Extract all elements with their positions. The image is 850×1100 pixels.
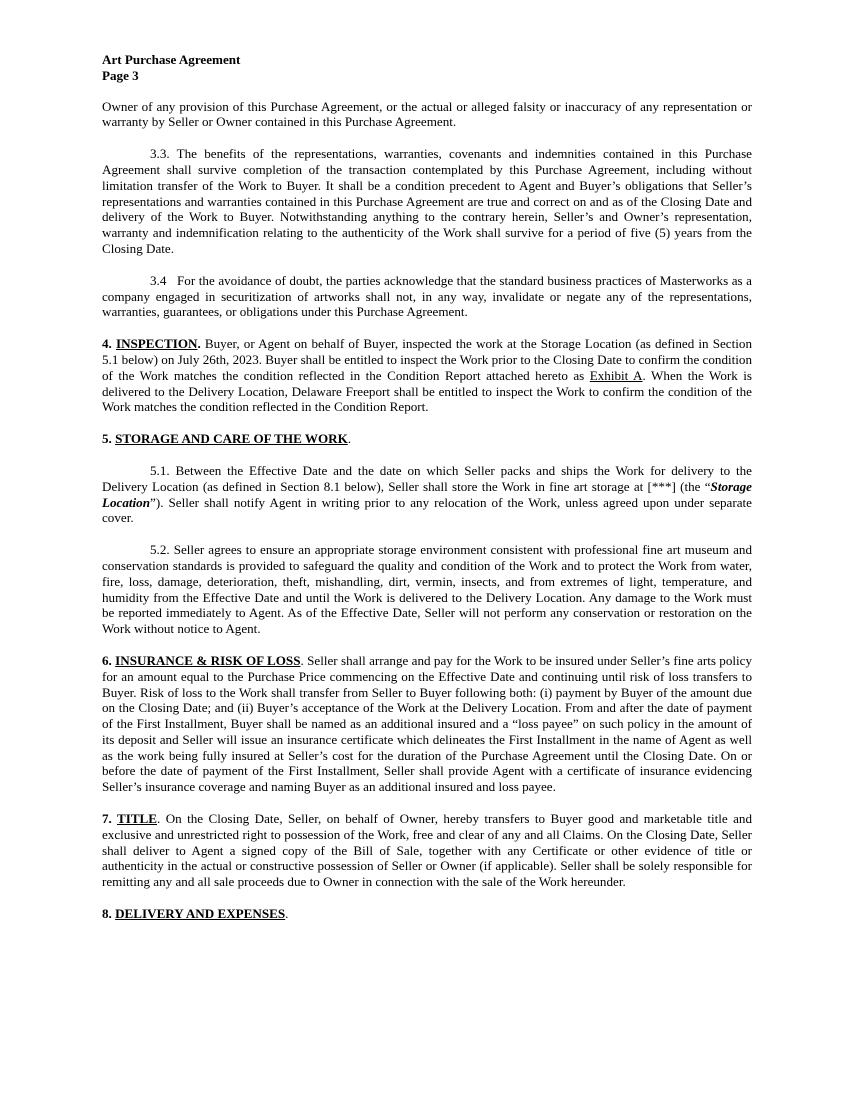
- section-heading: TITLE: [116, 811, 158, 827]
- defined-term-storage-location: Storage Location: [102, 478, 752, 510]
- section-text: Buyer, or Agent on behalf of Buyer, inspected the work at the Storage Location (as defined in Section 5.1 below) on July 26th, 2023. Buyer shall be entitled to inspect the Work prior to the Closing Date to confirm the condition of the Work matches the condition reflected in the Condition Report attached hereto as: [102, 336, 753, 383]
- paragraph-3-4: 3.4 For the avoidance of doubt, the parties acknowledge that the standard business practices of Masterworks as a company engaged in securitization of artworks shall not, in any way, invalidate or negate any of the representations, warranties, guarantees, or obligations under this Purchase Agreement.: [102, 272, 756, 320]
- section-text: . When the Work is delivered to the Delivery Location, Delaware Freeport shall be entitled to inspect the Work to confirm the condition of the Work matches the condition reflected in the Condition Report.: [102, 367, 753, 415]
- section-heading: STORAGE AND CARE OF THE WORK: [115, 431, 348, 447]
- section-text: 5.1. Between the Effective Date and the date on which Seller packs and ships the Work for delivery to the Delivery Location (as defined in Section 8.1 below), Seller shall store the Work in fine art storage at [***] (the “: [102, 462, 752, 494]
- section-number: 6.: [102, 652, 116, 668]
- exhibit-a-reference: Exhibit A: [589, 367, 643, 383]
- section-heading: DELIVERY AND EXPENSES: [115, 906, 286, 922]
- document-page: [102, 52, 756, 938]
- document-title: Art Purchase Agreement: [102, 52, 241, 67]
- section-6-insurance: [102, 653, 752, 795]
- section-heading: INSURANCE & RISK OF LOSS: [115, 652, 301, 668]
- page-number: Page 3: [102, 67, 139, 83]
- section-text: . On the Closing Date, Seller, on behalf of Owner, hereby transfers to Buyer good and marketable title and exclusive and unrestricted right to possession of the Work, free and clear of any and all Claims. On the Closing Date, Seller shall deliver to Agent a signed copy of the Bill of Sale, together with any Certificate or other evidence of title or authenticity in the actual or constructive possession of Seller or Owner (if applicable). Seller shall be solely responsible for remitting any and all sale proceeds due to Owner in connection with the sale of the Work hereunder.: [102, 811, 752, 890]
- section-text: ”). Seller shall notify Agent in writing prior to any relocation of the Work, unless agreed upon under separate cover.: [102, 494, 752, 526]
- heading-period: .: [285, 906, 289, 922]
- section-5-heading: [102, 431, 752, 447]
- paragraph-3-3: 3.3. The benefits of the representations, warranties, covenants and indemnities contained in this Purchase Agreement shall survive completion of the transaction contemplated by this Purchase Agreement, including without limitation transfer of the Work to Buyer. It shall be a condition precedent to Agent and Buyer’s obligations that Seller’s representations and warranties contained in this Purchase Agreement are true and correct on and as of the Closing Date and delivery of the Work to Buyer. Notwithstanding anything to the contrary herein, Seller’s and Owner’s representation, warranty and indemnification relating to the authenticity of the Work shall survive for a period of five (5) years from the Closing Date.: [102, 146, 752, 256]
- heading-period: .: [347, 431, 352, 447]
- section-number: 5.: [102, 431, 116, 447]
- section-number: 7.: [102, 811, 117, 827]
- page-header: [102, 52, 752, 84]
- section-number: 8.: [102, 906, 116, 922]
- section-heading: INSPECTION: [115, 336, 198, 352]
- paragraph-5-1: [102, 463, 752, 526]
- section-text: . Seller shall arrange and pay for the Work to be insured under Seller’s fine arts policy for an amount equal to the Purchase Price commencing on the Effective Date and continuing until risk of loss transfers to Buyer. Risk of loss to the Work shall transfer from Seller to Buyer following both: (i) payment by Buyer of the amount due on the Closing Date; and (ii) Buyer’s acceptance of the Work at the Delivery Location. From and after the date of payment of the First Installment, Buyer shall be named as an additional insured and a “loss payee” on such policy in the amount of its deposit and Seller will issue an insurance certificate which delineates the First Installment in the name of Agent as well as the work being fully insured at Seller’s cost for the duration of the Purchase Agreement until the Closing Date. On or before the date of payment of the First Installment, Seller shall provide Agent with a certificate of insurance evidencing Seller’s insurance coverage and naming Buyer as an additional insured and loss payee.: [102, 652, 753, 795]
- section-8-heading: [102, 906, 752, 922]
- paragraph-5-2: 5.2. Seller agrees to ensure an appropriate storage environment consistent with professional fine art museum and conservation standards is provided to safeguard the quality and condition of the Work and to protect the Work from water, fire, loss, damage, deterioration, theft, mishandling, dirt, vermin, insects, and from extremes of light, temperature, and humidity from the Effective Date and until the Work is delivered to the Delivery Location. Any damage to the Work must be reported immediately to Agent. As of the Effective Date, Seller will not perform any conservation or restoration on the Work without notice to Agent.: [102, 542, 752, 637]
- section-4-inspection: [102, 336, 752, 415]
- heading-period: .: [197, 336, 201, 352]
- continued-paragraph: Owner of any provision of this Purchase Agreement, or the actual or alleged falsity or inaccuracy of any representation or warranty by Seller or Owner contained in this Purchase Agreement.: [102, 98, 752, 130]
- section-7-title: [102, 811, 752, 890]
- section-number: 4.: [102, 336, 116, 352]
